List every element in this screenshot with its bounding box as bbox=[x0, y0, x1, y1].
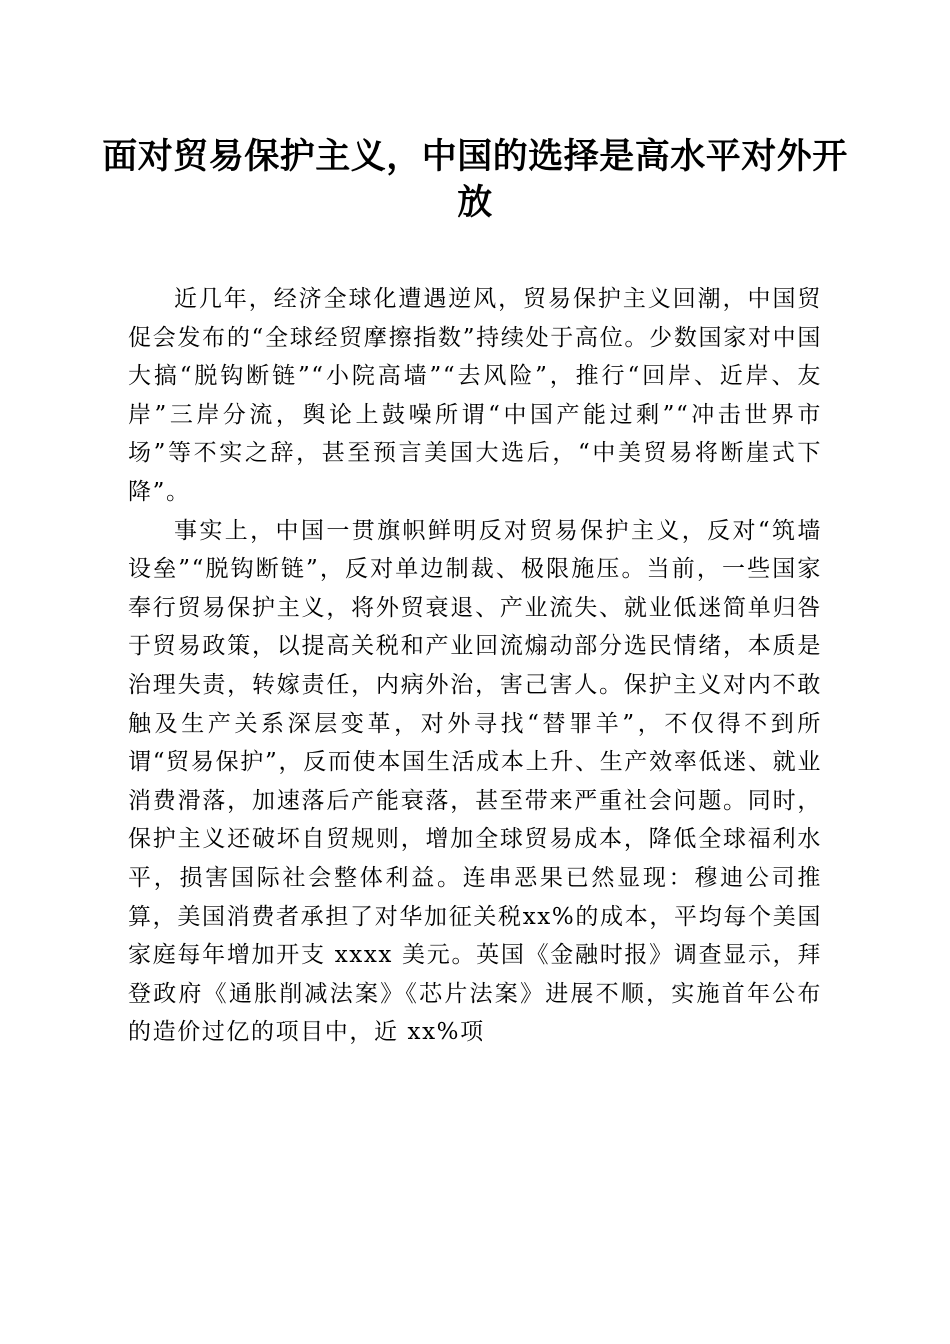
document-title: 面对贸易保护主义，中国的选择是高水平对外开放 bbox=[102, 136, 848, 223]
document-body bbox=[128, 280, 822, 1052]
paragraph-2: 事实上，中国一贯旗帜鲜明反对贸易保护主义，反对“筑墙设垒”“脱钩断链”，反对单边制裁、极限施压。当前，一些国家奉行贸易保护主义，将外贸衰退、产业流失、就业低迷简单归咎于贸易政策，以提高关税和产业回流煽动部分选民情绪，本质是治理失责，转嫁责任，内病外治，害己害人。保护主义对内不敢触及生产关系深层变革，对外寻找“替罪羊”，不仅得不到所谓“贸易保护”，反而使本国生活成本上升、生产效率低迷、就业消费滑落，加速落后产能衰落，甚至带来严重社会问题。同时，保护主义还破坏自贸规则，增加全球贸易成本，降低全球福利水平，损害国际社会整体利益。连串恶果已然显现：穆迪公司推算，美国消费者承担了对华加征关税xx%的成本，平均每个美国家庭每年增加开支 xxxx 美元。英国《金融时报》调查显示，拜登政府《通胀削减法案》《芯片法案》进展不顺，实施首年公布的造价过亿的项目中，近 xx%项 bbox=[128, 517, 822, 1046]
paragraph-1: 近几年，经济全球化遭遇逆风，贸易保护主义回潮，中国贸促会发布的“全球经贸摩擦指数”持续处于高位。少数国家对中国大搞“脱钩断链”“小院高墙”“去风险”，推行“回岸、近岸、友岸”三岸分流，舆论上鼓噪所谓“中国产能过剩”“冲击世界市场”等不实之辞，甚至预言美国大选后，“中美贸易将断崖式下降”。 bbox=[128, 286, 822, 505]
